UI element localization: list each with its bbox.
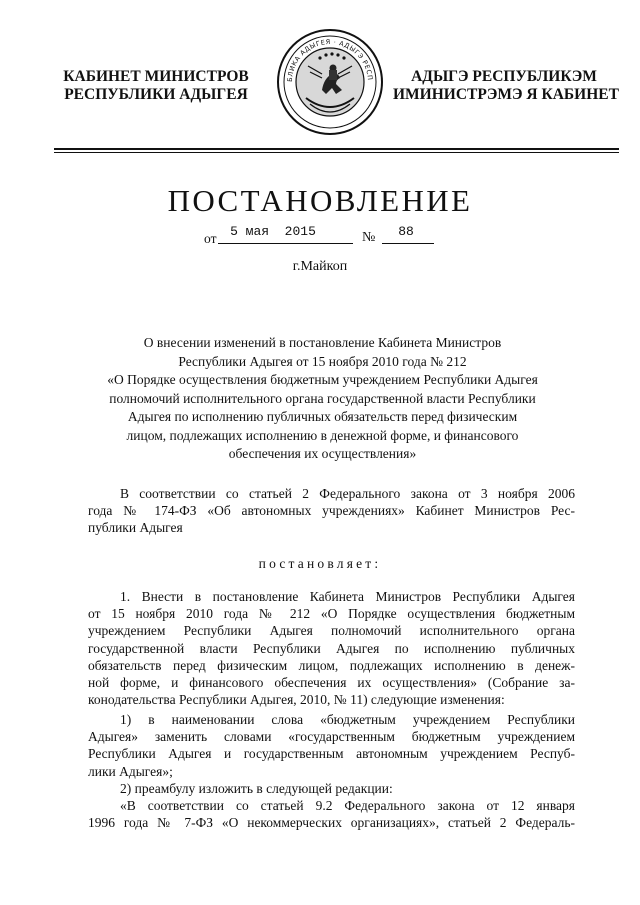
subject-line: Адыгея по исполнению публичных обязательств перед физическим	[127, 409, 518, 424]
header-left-org	[62, 68, 250, 104]
subject-line: О внесении изменений в постановление Кабинета Министров	[143, 335, 502, 350]
svg-text:РЕСПУБЛИКА АДЫГЕЯ · АДЫГЭ РЕСП: БЛИКА АДЫГЕЯ · АДЫГЭ РЕСП	[285, 37, 375, 83]
subject-line: лицом, подлежащих исполнению в денежной форме, и финансового	[126, 427, 519, 443]
sub-item-1-line: Республики Адыгея и государственным автономным учреждением Респуб-	[88, 746, 575, 762]
preamble-line: публики Адыгея	[88, 520, 183, 536]
quote-line: 1996 года № 7-ФЗ «О некоммерческих организациях», статьей 2 Федераль-	[88, 815, 575, 831]
preamble-line: В соответствии со статьей 2 Федерального закона от 3 ноября 2006	[120, 486, 575, 501]
date-underline	[218, 243, 353, 244]
sub-item-2-line: 2) преамбулу изложить в следующей редакции:	[120, 781, 393, 796]
subject-line: «О Порядке осуществления бюджетным учреждением Республики Адыгея	[107, 372, 538, 387]
document-title: ПОСТАНОВЛЕНИЕ	[167, 183, 473, 218]
city: г.Майкоп	[292, 259, 348, 274]
date-value: 5 мая 2015	[230, 224, 316, 239]
header-left-line-1: КАБИНЕТ МИНИСТРОВ	[63, 68, 249, 85]
item-1	[88, 588, 575, 708]
subject-line: полномочий исполнительного органа государственной власти Республики	[109, 390, 536, 406]
quote-line: «В соответствии со статьей 9.2 Федерального закона от 12 января	[120, 798, 575, 813]
resolves-heading: постановляет:	[258, 556, 382, 571]
item-1-line: от 15 ноября 2010 года № 212 «О Порядке осуществления бюджетным	[88, 606, 575, 622]
header-right-line-2: ИМИНИСТРЭМЭ Я КАБИНЕТ	[393, 86, 619, 103]
item-1-line: конодательства Республики Адыгея, 2010, № 11) следующие изменения:	[88, 692, 505, 708]
preamble	[88, 485, 575, 537]
number-value: 88	[398, 224, 414, 239]
item-1-line: ной форме, и финансового обеспечения их осуществления» (Собрание за-	[88, 675, 575, 691]
preamble-line: года № 174-ФЗ «Об автономных учреждениях» Кабинет Министров Рес-	[88, 503, 575, 519]
item-1-line: обязательств перед физическим лицом, подлежащих исполнению в денеж-	[88, 657, 575, 673]
header-right-line-1: АДЫГЭ РЕСПУБЛИКЭМ	[411, 68, 597, 85]
sub-item-1	[88, 711, 575, 780]
date-prefix: от	[204, 231, 217, 246]
header-divider-thin	[54, 152, 619, 153]
item-1-line: государственной власти Республики Адыгея по исполнению публичных	[88, 640, 575, 656]
header-left-line-2: РЕСПУБЛИКИ АДЫГЕЯ	[64, 86, 248, 103]
number-underline	[382, 243, 434, 244]
subject-line: обеспечения их осуществления»	[228, 446, 417, 461]
document-subject	[80, 334, 565, 464]
subject-line: Республики Адыгея от 15 ноября 2010 года № 212	[178, 353, 467, 369]
coat-of-arms-icon	[276, 28, 384, 136]
item-1-line: учреждением Республики Адыгея полномочий исполнительного органа	[88, 623, 575, 639]
header-divider-thick	[54, 148, 619, 150]
number-prefix: №	[362, 230, 376, 245]
item-1-line: 1. Внести в постановление Кабинета Министров Республики Адыгея	[120, 589, 575, 604]
sub-item-1-line: 1) в наименовании слова «бюджетным учреждением Республики	[120, 712, 575, 727]
preamble-new-text	[88, 797, 575, 831]
header-right-org	[393, 68, 619, 104]
sub-item-1-line: Адыгея» заменить словами «государственным бюджетным учреждением	[88, 729, 575, 745]
sub-item-2	[88, 780, 575, 797]
sub-item-1-line: лики Адыгея»;	[88, 763, 173, 779]
